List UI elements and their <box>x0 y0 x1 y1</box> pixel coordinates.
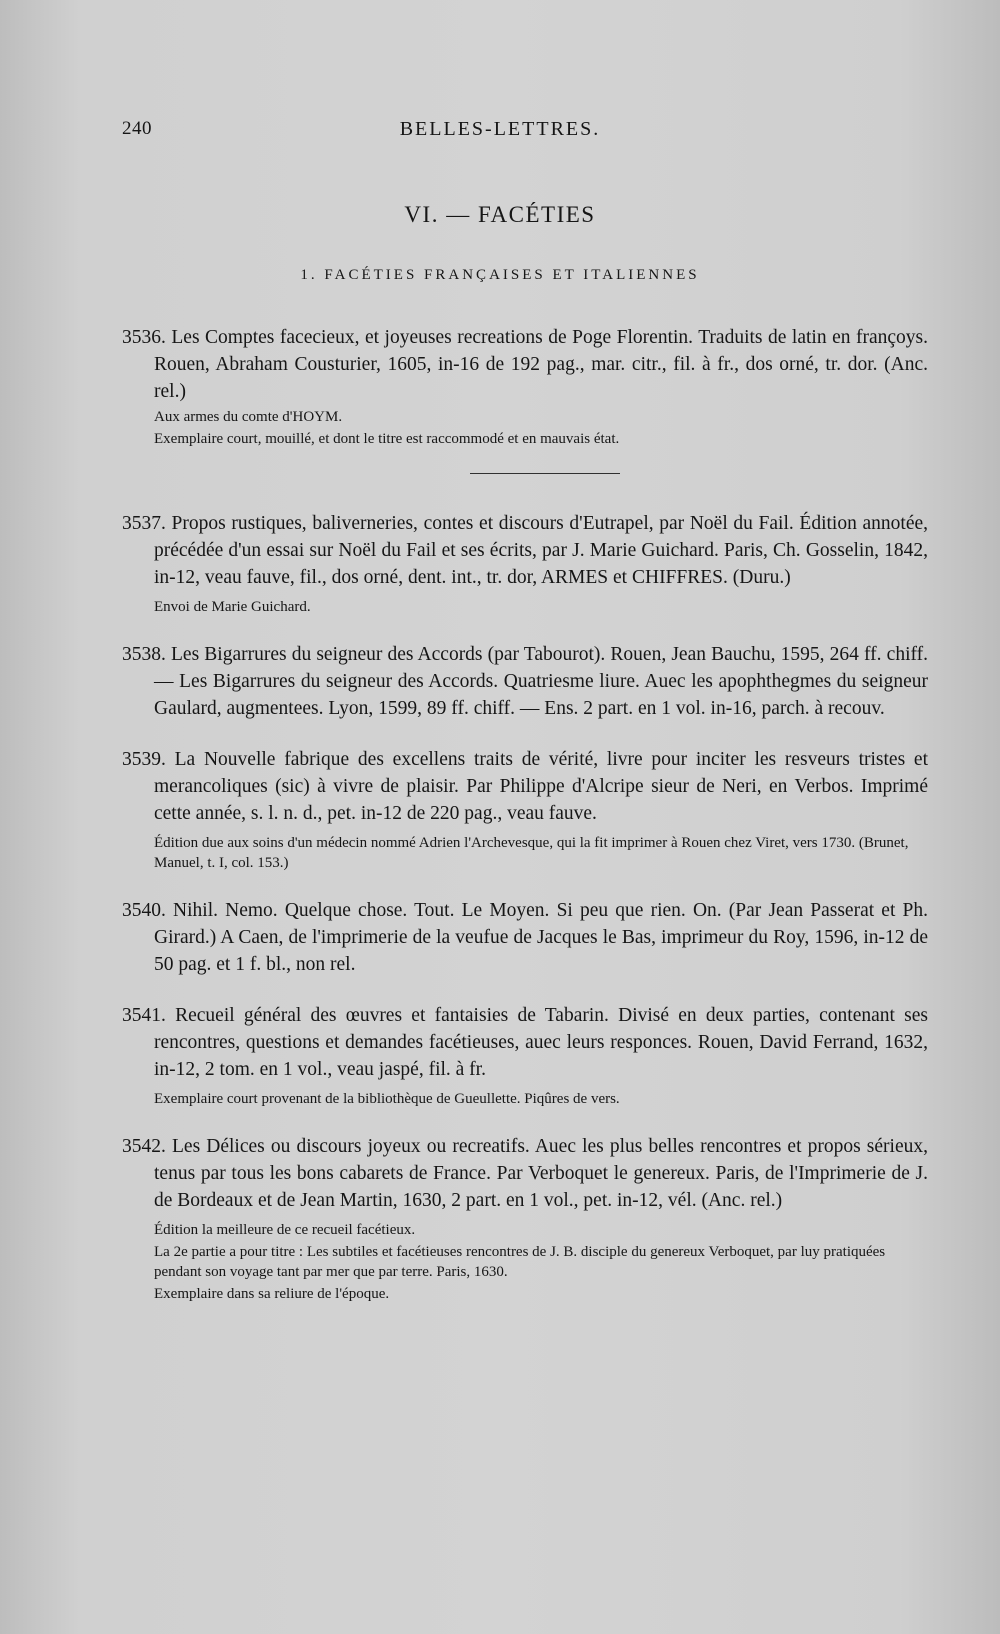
entry-number: 3540. <box>122 900 166 921</box>
entry-description: Les Bigarrures du seigneur des Accords (par Tabourot). Rouen, Jean Bauchu, 1595, 264 ff. chiff. — Les Bigarrures du seigneur des Accords. Quatriesme liure. Auec les apophthegmes du seigneur Gaulard, augmentees. Lyon, 1599, 89 ff. chiff. — Ens. 2 part. en 1 vol. in-16, parch. à recouv. <box>154 644 929 719</box>
entry-text <box>122 1133 928 1214</box>
entry-number: 3537. <box>122 513 166 534</box>
entry-number: 3536. <box>122 327 166 348</box>
entry-text <box>122 1002 928 1083</box>
catalog-entry-3542 <box>122 1133 928 1304</box>
subsection-title: 1. FACÉTIES FRANÇAISES ET ITALIENNES <box>300 267 700 283</box>
entry-text <box>122 510 928 591</box>
section-title: VI. — FACÉTIES <box>404 202 596 227</box>
entry-text <box>122 324 928 405</box>
entry-note: Exemplaire dans sa reliure de l'époque. <box>154 1286 390 1302</box>
entry-note: Envoi de Marie Guichard. <box>154 599 311 615</box>
entry-note: Exemplaire court, mouillé, et dont le titre est raccommodé et en mauvais état. <box>154 431 620 447</box>
page-header <box>0 118 1000 148</box>
catalog-entry-3538 <box>122 641 928 722</box>
entry-note: Aux armes du comte d'HOYM. <box>154 409 343 425</box>
catalog-entry-3541 <box>122 1002 928 1109</box>
entry-description: Les Délices ou discours joyeux ou recreatifs. Auec les plus belles rencontres et propos sérieux, tenus par tous les bons cabarets de France. Par Verboquet le genereux. Paris, de l'Imprimerie de J. de Bordeaux et de Jean Martin, 1630, 2 part. en 1 vol., pet. in-12, vél. (Anc. rel.) <box>154 1136 928 1211</box>
entry-note: Exemplaire court provenant de la bibliothèque de Gueullette. Piqûres de vers. <box>154 1091 620 1107</box>
entry-note: La 2e partie a pour titre : Les subtiles et facétieuses rencontres de J. B. disciple du genereux Verboquet, par luy pratiquées pendant son voyage tant par mer que par terre. Paris, 1630. <box>154 1244 886 1280</box>
catalog-entry-3537 <box>122 510 928 617</box>
page-number: 240 <box>122 118 152 139</box>
catalog-entry-3539 <box>122 746 928 873</box>
entry-description: La Nouvelle fabrique des excellens traits de vérité, livre pour inciter les resveurs tristes et merancoliques (sic) à vivre de plaisir. Par Philippe d'Alcripe sieur de Neri, en Verbos. Imprimé cette année, s. l. n. d., pet. in-12 de 220 pag., veau fauve. <box>154 749 929 824</box>
entry-description: Propos rustiques, baliverneries, contes et discours d'Eutrapel, par Noël du Fail. Édition annotée, précédée d'un essai sur Noël du Fail et ses écrits, par J. Marie Guichard. Paris, Ch. Gosselin, 1842, in-12, veau fauve, fil., dos orné, dent. int., tr. dor, ARMES et CHIFFRES. (Duru.) <box>154 513 929 588</box>
entry-note: Édition la meilleure de ce recueil facétieux. <box>154 1222 416 1238</box>
entry-number: 3541. <box>122 1005 166 1026</box>
entry-list <box>122 324 928 1328</box>
entry-description: Recueil général des œuvres et fantaisies de Tabarin. Divisé en deux parties, contenant ses rencontres, questions et demandes facétieuses, auec leurs responces. Rouen, David Ferrand, 1632, in-12, 2 tom. en 1 vol., veau jaspé, fil. à fr. <box>154 1005 928 1080</box>
running-head: BELLES-LETTRES. <box>399 118 601 140</box>
catalog-entry-3536 <box>122 324 928 449</box>
entry-text <box>122 746 928 827</box>
entry-number: 3538. <box>122 644 166 665</box>
catalog-entry-3540 <box>122 897 928 978</box>
entry-text <box>122 897 928 978</box>
entry-description: Les Comptes facecieux, et joyeuses recreations de Poge Florentin. Traduits de latin en françoys. Rouen, Abraham Cousturier, 1605, in-16 de 192 pag., mar. citr., fil. à fr., dos orné, tr. dor. (Anc. rel.) <box>154 327 929 402</box>
entry-note: Édition due aux soins d'un médecin nommé Adrien l'Archevesque, qui la fit imprimer à Rouen chez Viret, vers 1730. (Brunet, Manuel, t. I, col. 153.) <box>154 835 909 871</box>
section-divider <box>470 473 620 474</box>
entry-number: 3542. <box>122 1136 166 1157</box>
entry-description: Nihil. Nemo. Quelque chose. Tout. Le Moyen. Si peu que rien. On. (Par Jean Passerat et Ph. Girard.) A Caen, de l'imprimerie de la veufue de Jacques le Bas, imprimeur du Roy, 1596, in-12 de 50 pag. et 1 f. bl., non rel. <box>154 900 928 975</box>
entry-number: 3539. <box>122 749 166 770</box>
entry-text <box>122 641 928 722</box>
